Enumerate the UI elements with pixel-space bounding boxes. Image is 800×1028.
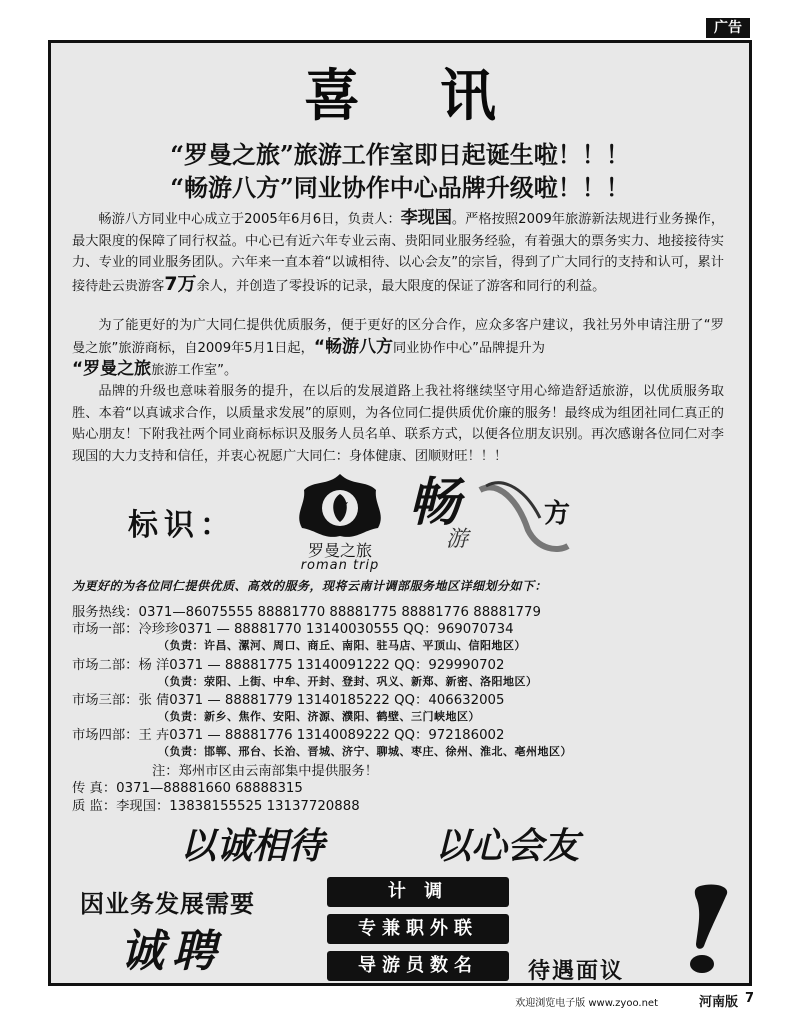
- hotline: 服务热线：0371—86075555 88881770 88881775 88881776 88881779: [72, 605, 541, 620]
- flower-icon: [290, 472, 390, 540]
- market-dept-3-areas: （负责：新乡、焦作、安阳、济源、濮阳、鹤壁、三门峡地区）: [158, 710, 480, 723]
- market-dept-2-areas: （负责：荥阳、上街、中牟、开封、登封、巩义、新郑、新密、洛阳地区）: [158, 675, 538, 688]
- paragraph-intro: 畅游八方同业中心成立于2005年6月6日，负责人：李现国。严格按照2009年旅游新法规进行业务操作，最大限度的保障了同行权益。中心已有近六年专业云南、贵阳同业服务经验，有着强大的票务实力、地接接待实力、专业的同业服务团队。六年来一直本着“以诚相待、以心会友”的宗旨，得到了广大同行的支持和认可，累计接待赴云贵游客7万余人，并创造了零投诉的记录，最大限度的保证了游客和同行的利益。: [72, 208, 725, 295]
- job-liaison: 专兼职外联: [327, 914, 509, 944]
- job-coordinator: 计 调: [327, 877, 509, 907]
- paragraph-upgrade: 品牌的升级也意味着服务的提升，在以后的发展道路上我社将继续坚守用心缔造舒适旅游，以优质服务取胜、本着“以真诚求合作，以质量求发展”的原则，为各位同仁提供质优价廉的服务！最终成为组团社同仁真正的贴心朋友！下附我社两个同业商标标识及服务人员名单、联系方式，以便各位朋友识别。再次感谢各位同仁对李现国的大力支持和信任，并衷心祝愿广大同仁：身体健康、团顺财旺！！！: [72, 384, 724, 464]
- market-dept-1-areas: （负责：许昌、漯河、周口、商丘、南阳、驻马店、平顶山、信阳地区）: [158, 639, 526, 652]
- headline-changyou: “畅游八方”同业协作中心品牌升级啦！！！: [170, 173, 630, 202]
- recruit-title: 诚聘: [120, 926, 224, 977]
- logo1-en-name: roman trip: [300, 558, 380, 573]
- visitor-count: 7万: [164, 272, 197, 295]
- slogan-heart: 以心会友: [435, 825, 580, 867]
- job-guides: 导游员数名: [327, 951, 509, 981]
- market-dept-4: 市场四部：王 卉0371 — 88881776 13140089222 QQ：972186002: [72, 728, 505, 743]
- changyou-bafang-logo: [408, 470, 578, 560]
- recruit-reason: 因业务发展需要: [80, 890, 255, 918]
- salary-negotiable: 待遇面议: [528, 959, 625, 984]
- fax: 传 真：0371—88881660 68888315: [72, 781, 303, 796]
- market-dept-1: 市场一部：冷珍珍0371 — 88881770 13140030555 QQ：969070734: [72, 622, 514, 637]
- service-intro: 为更好的为各位同仁提供优质、高效的服务，现将云南计调部服务地区详细划分如下：: [72, 579, 548, 593]
- manager-name: 李现国: [400, 208, 452, 228]
- market-dept-4-areas: （负责：邯郸、邢台、长治、晋城、济宁、聊城、枣庄、徐州、淮北、亳州地区）: [158, 745, 572, 758]
- roman-trip-logo: [290, 472, 390, 582]
- logo2-right-char: 方: [544, 499, 571, 529]
- page-title: 喜讯: [304, 63, 576, 129]
- changyou-logo-mark: [408, 470, 578, 560]
- logo-label: 标识：: [128, 508, 236, 543]
- logo1-cn-name: 罗曼之旅: [307, 541, 372, 560]
- page-number: 7: [744, 991, 754, 1006]
- exclamation-icon: [680, 880, 740, 980]
- brand-roman: “罗曼之旅: [72, 359, 152, 379]
- logo2-big-char: 畅: [408, 472, 461, 533]
- market-dept-2: 市场二部：杨 洋0371 — 88881775 13140091222 QQ：929990702: [72, 658, 505, 673]
- brand-changyou: “畅游八方: [313, 336, 393, 357]
- footer-website: 欢迎浏览电子版 www.zyoo.net: [515, 998, 658, 1009]
- supervisor: 质 监：李现国：13838155525 13137720888: [72, 799, 360, 814]
- headline-roman-trip: “罗曼之旅”旅游工作室即日起诞生啦！！！: [170, 140, 630, 169]
- logo2-small-char: 游: [446, 527, 469, 552]
- zhengzhou-note: 注：郑州市区由云南部集中提供服务！: [152, 764, 379, 779]
- footer-edition: 河南版: [698, 995, 738, 1010]
- market-dept-3: 市场三部：张 倩0371 — 88881779 13140185222 QQ：406632005: [72, 693, 505, 708]
- slogan-sincerity: 以诚相待: [180, 825, 325, 867]
- ad-tag: 广告: [706, 18, 750, 38]
- paragraph-brand: 为了能更好的为广大同仁提供优质服务，便于更好的区分合作，应众多客户建议，我社另外申请注册了“罗曼之旅”旅游商标，自2009年5月1日起，“畅游八方同业协作中心”品牌提升为 “罗曼之旅旅游工作室”。: [72, 318, 724, 379]
